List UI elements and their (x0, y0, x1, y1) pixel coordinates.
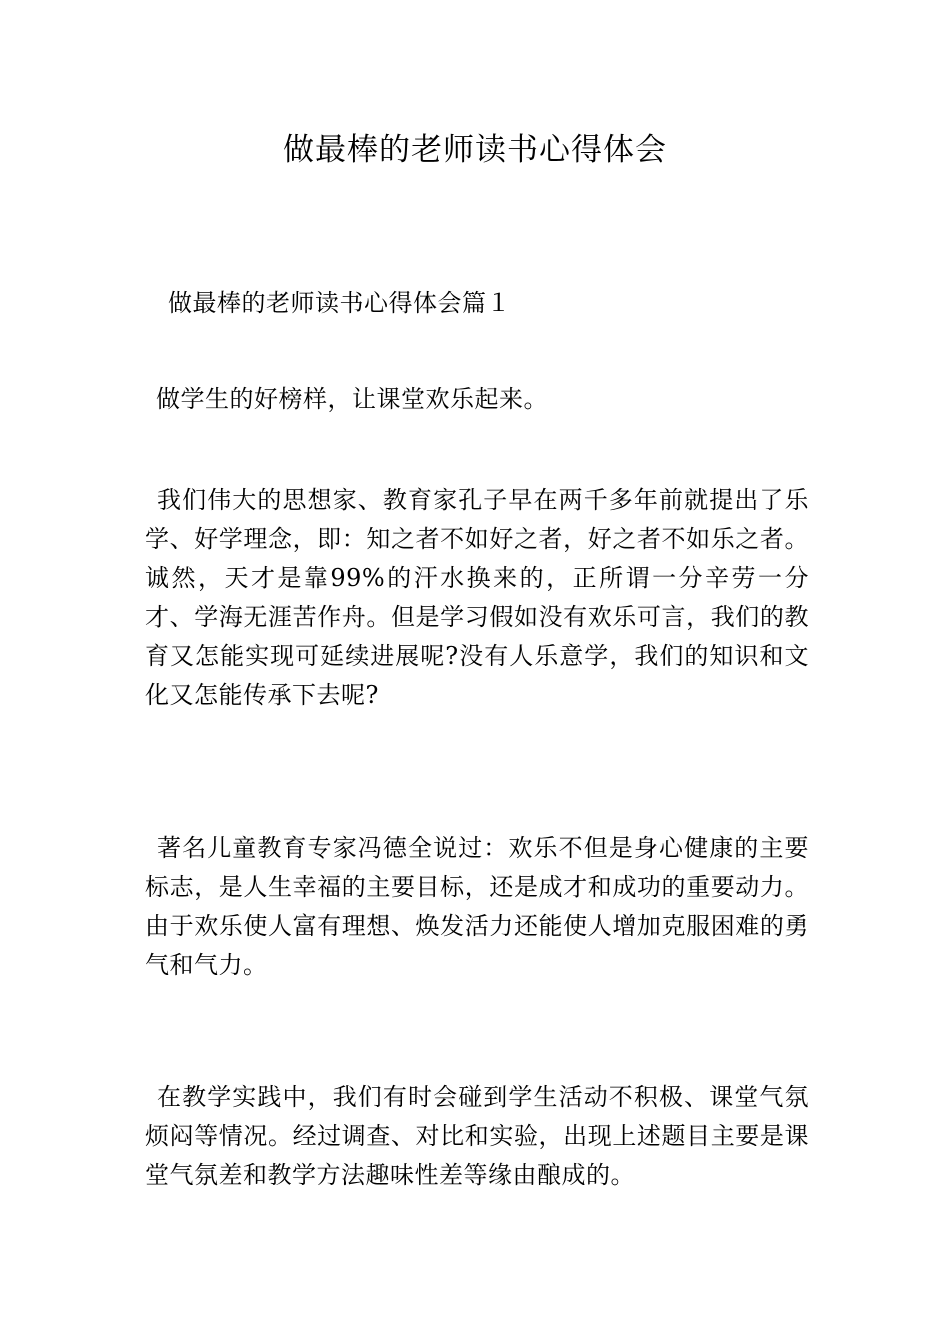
document-title: 做最棒的老师读书心得体会 (283, 132, 667, 168)
section-heading: 做最棒的老师读书心得体会篇１ (168, 289, 511, 317)
paragraph-2: 著名儿童教育专家冯德全说过：欢乐不但是身心健康的主要标志，是人生幸福的主要目标，还是成才和成功的重要动力。由于欢乐使人富有理想、焕发活力还能使人增加克服困难的勇气和气力。 (145, 834, 809, 979)
paragraph-3: 在教学实践中，我们有时会碰到学生活动不积极、课堂气氛烦闷等情况。经过调查、对比和实验，出现上述题目主要是课堂气氛差和教学方法趣味性差等缘由酿成的。 (145, 1083, 809, 1189)
lead-sentence: 做学生的好榜样，让课堂欢乐起来。 (156, 385, 548, 413)
paragraph-1: 我们伟大的思想家、教育家孔子早在两千多年前就提出了乐学、好学理念，即：知之者不如好之者，好之者不如乐之者。诚然，天才是靠99%的汗水换来的，正所谓一分辛劳一分才、学海无涯苦作舟。但是学习假如没有欢乐可言，我们的教育又怎能实现可延续进展呢?没有人乐意学，我们的知识和文化又怎能传承下去呢? (145, 486, 809, 709)
